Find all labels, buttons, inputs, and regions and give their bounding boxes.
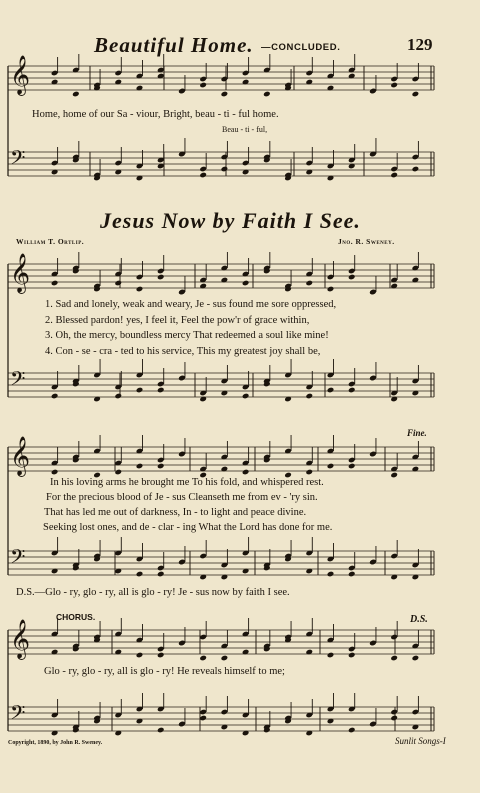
note <box>263 91 271 98</box>
note <box>136 652 144 659</box>
note <box>157 571 165 578</box>
lyric-line: Home, home of our Sa - viour, Bright, beau - ti - ful home. <box>32 109 279 120</box>
note <box>199 82 207 89</box>
note <box>114 469 122 476</box>
note <box>348 387 356 394</box>
note <box>136 463 144 470</box>
note <box>221 655 229 662</box>
note <box>199 715 207 722</box>
treble-clef-icon: 𝄞 <box>10 436 31 476</box>
treble-clef-icon: 𝄞 <box>10 55 31 95</box>
treble-clef-icon: 𝄞 <box>10 619 31 659</box>
note <box>348 652 356 659</box>
note <box>136 571 144 578</box>
bass-lyric: Beau - ti - ful, <box>222 125 268 134</box>
note <box>348 727 356 734</box>
hymn-title-beautiful-home: Beautiful Home. <box>94 33 254 57</box>
note <box>157 652 165 659</box>
note <box>348 274 356 281</box>
note <box>327 571 335 578</box>
verse-line: 3. Oh, the mercy, boundless mercy That redeemed a soul like mine! <box>45 330 329 341</box>
chorus-label: CHORUS. <box>56 612 96 622</box>
note <box>114 393 122 400</box>
verse-line: In his loving arms he brought me To his fold, and whispered rest. <box>50 477 324 488</box>
note <box>51 280 59 287</box>
note <box>390 172 398 179</box>
verse-line: Seeking lost ones, and de - clar - ing What the Lord has done for me. <box>43 522 333 533</box>
ds-mark: D.S. <box>410 614 428 625</box>
note <box>242 393 250 400</box>
note <box>327 652 335 659</box>
book-signature: Sunlit Songs-I <box>395 736 446 746</box>
note <box>305 393 313 400</box>
note <box>199 655 207 662</box>
note <box>72 91 80 98</box>
copyright-notice: Copyright, 1890, by John R. Sweney. <box>8 740 103 746</box>
composer-credit: Jno. R. Sweney. <box>338 237 395 246</box>
note <box>51 393 59 400</box>
bass-clef-icon: 𝄢 <box>10 367 26 395</box>
note <box>221 166 229 173</box>
note <box>412 91 420 98</box>
bass-clef-icon: 𝄢 <box>10 701 26 729</box>
note <box>157 274 165 281</box>
hymn-title-jesus-now: Jesus Now by Faith I See. <box>100 208 361 233</box>
lyricist-credit: William T. Ortlip. <box>16 237 85 246</box>
verse-line: That has led me out of darkness, In - to light and peace divine. <box>44 507 307 518</box>
note <box>390 82 398 89</box>
note <box>221 91 229 98</box>
note <box>305 280 313 287</box>
chorus-lyric: Glo - ry, glo - ry, all is glo - ry! He reveals himself to me; <box>44 666 285 677</box>
bass-clef-icon: 𝄢 <box>10 146 26 174</box>
note <box>390 715 398 722</box>
verse-line: 2. Blessed pardon! yes, I feel it, Feel the pow'r of grace within, <box>45 315 310 326</box>
note <box>390 472 398 479</box>
note <box>327 463 335 470</box>
verse-line: 4. Con - se - cra - ted to his service, This my greatest joy shall be, <box>45 346 321 357</box>
note <box>199 172 207 179</box>
note <box>157 727 165 734</box>
concluded-label: —CONCLUDED. <box>261 42 341 53</box>
note <box>305 469 313 476</box>
note <box>136 286 144 293</box>
note <box>157 463 165 470</box>
note <box>136 387 144 394</box>
note <box>390 655 398 662</box>
verse-line: For the precious blood of Je - sus Cleanseth me from ev - 'ry sin. <box>46 492 318 503</box>
note <box>242 469 250 476</box>
note <box>242 280 250 287</box>
note <box>412 655 420 662</box>
note <box>412 166 420 173</box>
fine-mark: Fine. <box>407 428 427 438</box>
note <box>327 387 335 394</box>
note <box>327 286 335 293</box>
note <box>348 571 356 578</box>
ds-line: D.S.—Glo - ry, glo - ry, all is glo - ry! Je - sus now by faith I see. <box>16 587 290 598</box>
note <box>114 280 122 287</box>
note <box>51 469 59 476</box>
page-number: 129 <box>407 35 433 54</box>
note <box>348 463 356 470</box>
treble-clef-icon: 𝄞 <box>10 253 31 293</box>
note <box>157 387 165 394</box>
verse-line: 1. Sad and lonely, weak and weary, Je - sus found me sore oppressed, <box>45 299 337 310</box>
bass-clef-icon: 𝄢 <box>10 545 26 573</box>
